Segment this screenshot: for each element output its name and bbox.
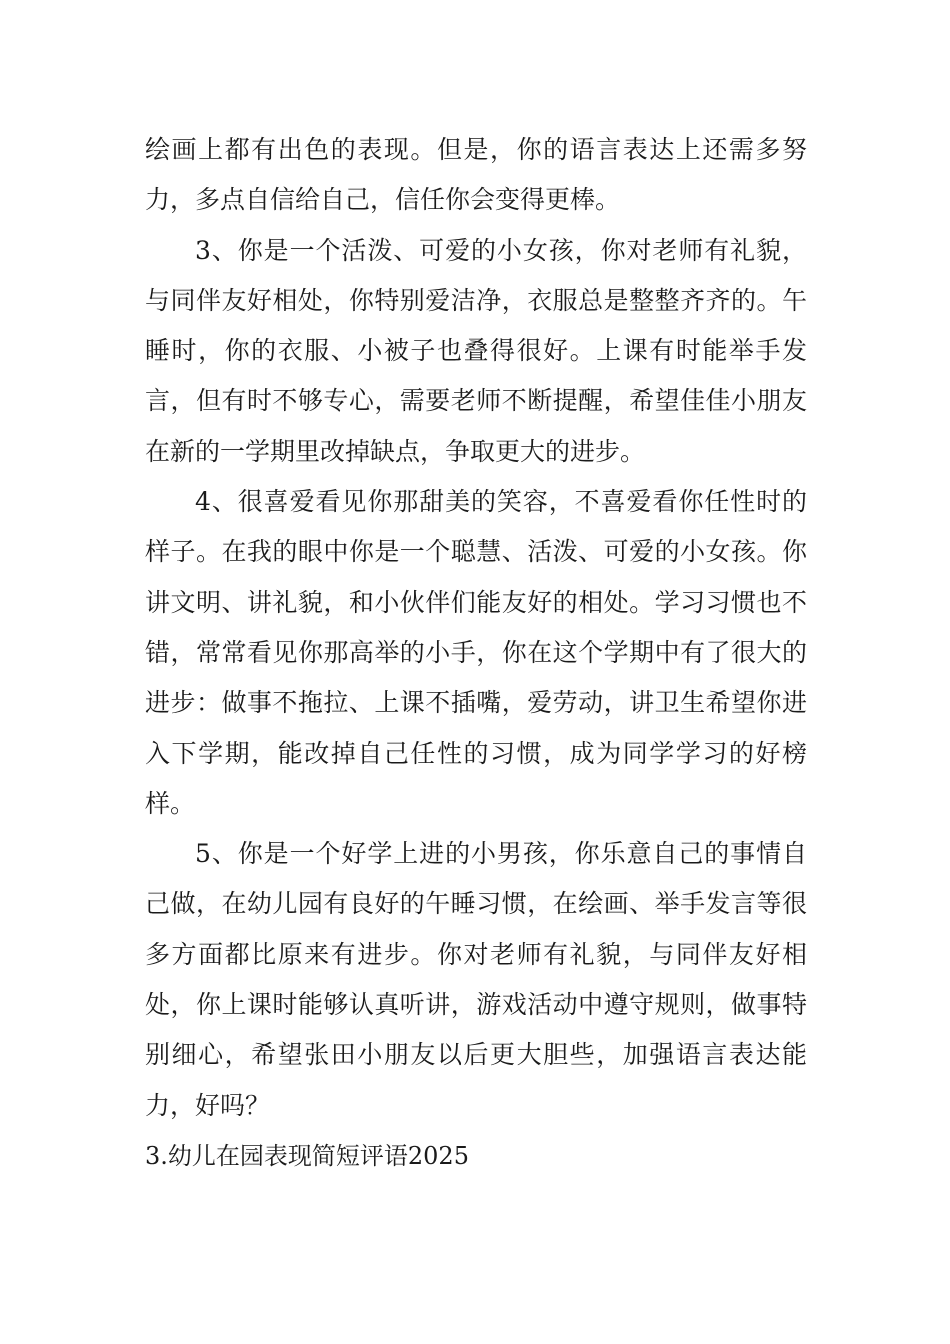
paragraph-comment-3: 3、你是一个活泼、可爱的小女孩，你对老师有礼貌，与同伴友好相处，你特别爱洁净，衣服总是整整齐齐的。午睡时，你的衣服、小被子也叠得很好。上课有时能举手发言，但有时不够专心，需要老师不断提醒，希望佳佳小朋友在新的一学期里改掉缺点，争取更大的进步。 [145, 235, 807, 466]
paragraph-comment-5: 5、你是一个好学上进的小男孩，你乐意自己的事情自己做，在幼儿园有良好的午睡习惯，在绘画、举手发言等很多方面都比原来有进步。你对老师有礼貌，与同伴友好相处，你上课时能够认真听讲，游戏活动中遵守规则，做事特别细心，希望张田小朋友以后更大胆些，加强语言表达能力，好吗？ [145, 839, 807, 1120]
document-page [145, 125, 807, 1181]
paragraph-comment-4: 4、很喜爱看见你那甜美的笑容，不喜爱看你任性时的样子。在我的眼中你是一个聪慧、活泼、可爱的小女孩。你讲文明、讲礼貌，和小伙伴们能友好的相处。学习习惯也不错，常常看见你那高举的小手，你在这个学期中有了很大的进步：做事不拖拉、上课不插嘴，爱劳动，讲卫生希望你进入下学期，能改掉自己任性的习惯，成为同学学习的好榜样。 [145, 487, 807, 818]
section-heading: 3.幼儿在园表现简短评语2025 [145, 1141, 469, 1170]
paragraph-continued: 绘画上都有出色的表现。但是，你的语言表达上还需多努力，多点自信给自己，信任你会变得更棒。 [145, 135, 807, 215]
